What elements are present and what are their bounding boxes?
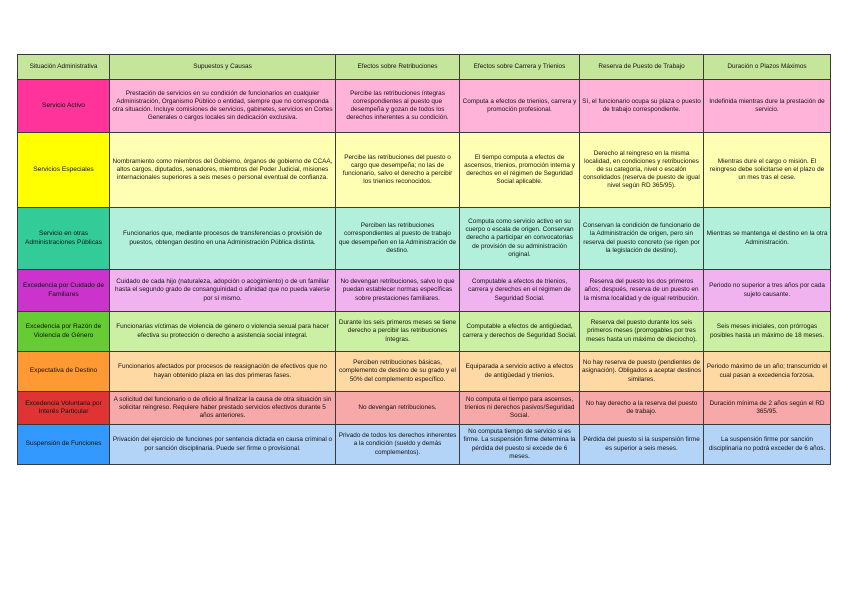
row-label: Servicios Especiales (18, 133, 110, 208)
table-cell: Mientras dure el cargo o misión. El reingreso debe solicitarse en el plazo de un mes tras el cese. (704, 133, 831, 208)
table-cell: Reserva del puesto durante los seis primeros meses (prorrogables por tres meses hasta un máximo de dieciocho). (580, 312, 704, 352)
table-cell: Privado de todos los derechos inherentes a la condición (sueldo y demás complementos). (336, 425, 460, 465)
table-cell: Sí, el funcionario ocupa su plaza o puesto de trabajo correspondiente. (580, 80, 704, 133)
table-cell: Funcionarios afectados por procesos de reasignación de efectivos que no hayan obtenido plaza en las dos primeras fases. (110, 352, 336, 392)
table-cell: Percibe las retribuciones íntegras correspondientes al puesto que desempeña y gozan de todos los derechos inherentes a su condición. (336, 80, 460, 133)
row-label: Excedencia por Razón de Violencia de Género (18, 312, 110, 352)
table-cell: No computa el tiempo para ascensos, trienios ni derechos pasivos/Seguridad Social. (460, 392, 580, 425)
table-row (18, 80, 831, 133)
row-label: Expectativa de Destino (18, 352, 110, 392)
header-retribuciones: Efectos sobre Retribuciones (336, 55, 460, 80)
table-cell: A solicitud del funcionario o de oficio al finalizar la causa de otra situación sin solicitar reingreso. Requiere haber prestado servicios efectivos durante 5 años anteriores. (110, 392, 336, 425)
table-cell: No devengan retribuciones. (336, 392, 460, 425)
table-cell: Computable a efectos de antigüedad, carrera y derechos de Seguridad Social. (460, 312, 580, 352)
row-label: Suspensión de Funciones (18, 425, 110, 465)
table-cell: Durante los seis primeros meses se tiene derecho a percibir las retribuciones íntegras. (336, 312, 460, 352)
header-duracion: Duración o Plazos Máximos (704, 55, 831, 80)
table-cell: Mientras se mantenga el destino en la otra Administración. (704, 208, 831, 270)
table-cell: Pérdida del puesto si la suspensión firme es superior a seis meses. (580, 425, 704, 465)
administrative-situations-table (17, 54, 831, 465)
table-cell: Reserva del puesto los dos primeros años; después, reserva de un puesto en la misma localidad y de igual retribución. (580, 270, 704, 312)
table-cell: La suspensión firme por sanción disciplinaria no podrá exceder de 6 años. (704, 425, 831, 465)
table-row (18, 133, 831, 208)
table-row (18, 208, 831, 270)
table-cell: Privación del ejercicio de funciones por sentencia dictada en causa criminal o por sanción disciplinaria. Puede ser firme o provisional. (110, 425, 336, 465)
table-cell: No hay derecho a la reserva del puesto de trabajo. (580, 392, 704, 425)
header-supuestos: Supuestos y Causas (110, 55, 336, 80)
table-cell: Perciben las retribuciones correspondientes al puesto de trabajo que desempeñen en la Administración de destino. (336, 208, 460, 270)
table-cell: Prestación de servicios en su condición de funcionarios en cualquier Administración, Organismo Público o entidad, siempre que no corresponda otra situación. Incluye comisiones de servicios, gabinetes, servicios en Cortes Generales o cargos locales sin dedicación exclusiva. (110, 80, 336, 133)
row-label: Servicio en otras Administraciones Públicas (18, 208, 110, 270)
table-cell: Seis meses iniciales, con prórrogas posibles hasta un máximo de 18 meses. (704, 312, 831, 352)
table-cell: Duración mínima de 2 años según el RD 365/95. (704, 392, 831, 425)
header-situacion: Situación Administrativa (18, 55, 110, 80)
table-row (18, 425, 831, 465)
table-cell: Cuidado de cada hijo (naturaleza, adopción o acogimiento) o de un familiar hasta el segundo grado de consanguinidad o afinidad que no pueda valerse por sí mismo. (110, 270, 336, 312)
table-cell: Computa como servicio activo en su cuerpo o escala de origen. Conservan derecho a participar en convocatorias de provisión de su administración original. (460, 208, 580, 270)
table-row (18, 312, 831, 352)
table-cell: Periodo no superior a tres años por cada sujeto causante. (704, 270, 831, 312)
table-cell: No devengan retribuciones, salvo lo que puedan establecer normas específicas sobre prestaciones familiares. (336, 270, 460, 312)
table-cell: Funcionarias víctimas de violencia de género o violencia sexual para hacer efectiva su protección o derecho a asistencia social integral. (110, 312, 336, 352)
table-cell: Derecho al reingreso en la misma localidad, en condiciones y retribuciones de su categoría, nivel o escalón consolidados (reserva de puesto de igual nivel según RD 365/95). (580, 133, 704, 208)
table-cell: Percibe las retribuciones del puesto o cargo que desempeña; no las de funcionario, salvo el derecho a percibir los trienios reconocidos. (336, 133, 460, 208)
table-cell: No hay reserva de puesto (pendientes de asignación). Obligados a aceptar destinos similares. (580, 352, 704, 392)
table-row (18, 352, 831, 392)
table-cell: Equiparada a servicio activo a efectos de antigüedad y trienios. (460, 352, 580, 392)
table-header-row (18, 55, 831, 80)
table-row (18, 392, 831, 425)
row-label: Servicio Activo (18, 80, 110, 133)
table-cell: Periodo máximo de un año; transcurrido el cual pasan a excedencia forzosa. (704, 352, 831, 392)
table-row (18, 270, 831, 312)
table-cell: Nombramiento como miembros del Gobierno, órganos de gobierno de CCAA, altos cargos, diputados, senadores, miembros del Poder Judicial, misiones internacionales superiores a seis meses o personal eventual de confianza. (110, 133, 336, 208)
table-cell: Computa a efectos de trienios, carrera y promoción profesional. (460, 80, 580, 133)
table-cell: Funcionarios que, mediante procesos de transferencias o provisión de puestos, obtengan destino en una Administración Pública distinta. (110, 208, 336, 270)
row-label: Excedencia Voluntaria por Interés Particular (18, 392, 110, 425)
table-cell: El tiempo computa a efectos de ascensos, trienios, promoción interna y derechos en el régimen de Seguridad Social aplicable. (460, 133, 580, 208)
header-reserva: Reserva de Puesto de Trabajo (580, 55, 704, 80)
row-label: Excedencia por Cuidado de Familiares (18, 270, 110, 312)
table-cell: Conservan la condición de funcionario de la Administración de origen, pero sin reserva del puesto concreto (se rigen por la legislación de destino). (580, 208, 704, 270)
table-cell: No computa tiempo de servicio si es firme. La suspensión firme determina la pérdida del puesto si excede de 6 meses. (460, 425, 580, 465)
table-cell: Indefinida mientras dure la prestación de servicio. (704, 80, 831, 133)
table-cell: Perciben retribuciones básicas, complemento de destino de su grado y el 50% del complemento específico. (336, 352, 460, 392)
table-cell: Computable a efectos de trienios, carrera y derechos en el régimen de Seguridad Social. (460, 270, 580, 312)
header-carrera: Efectos sobre Carrera y Trienios (460, 55, 580, 80)
